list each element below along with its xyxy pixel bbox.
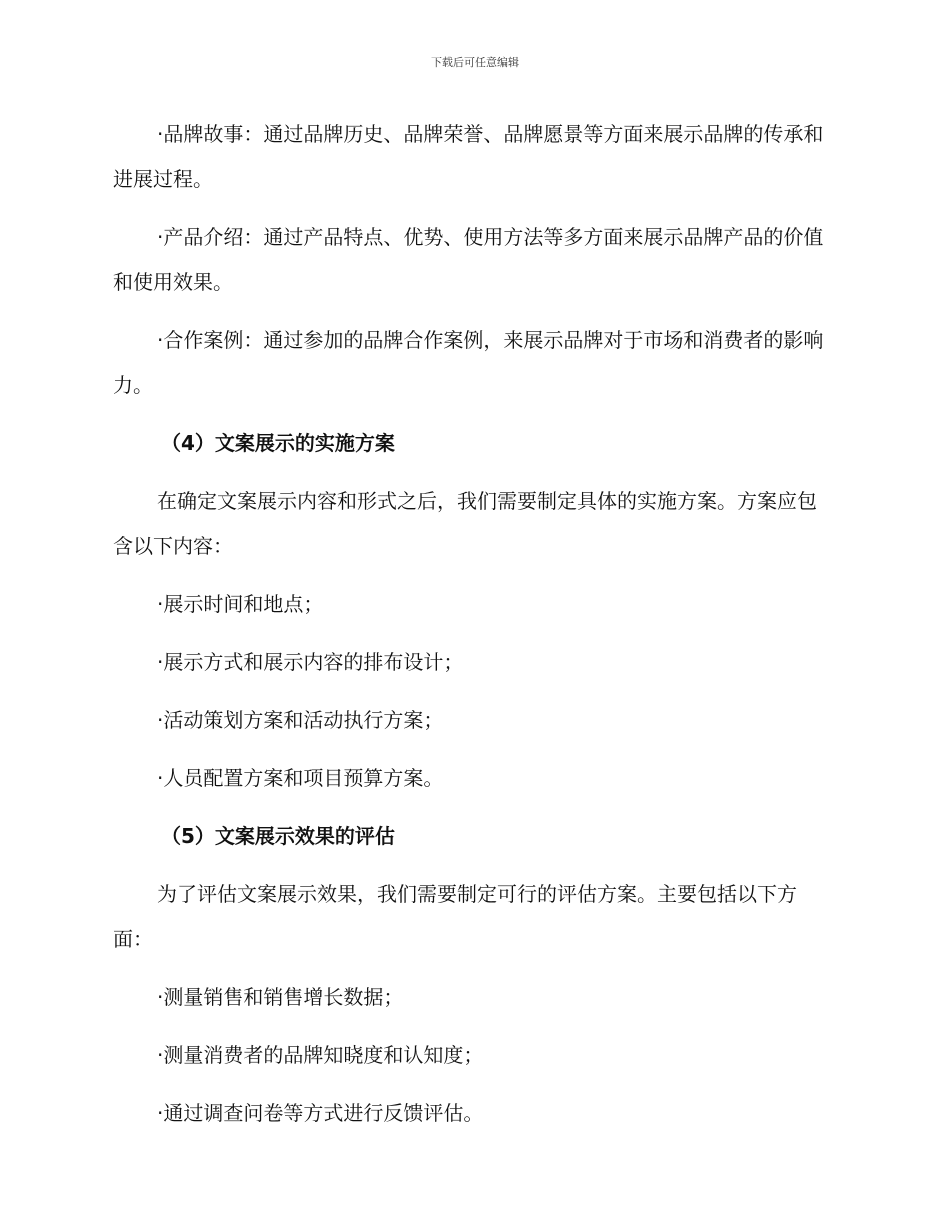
bullet-time-place: ·展示时间和地点； <box>157 592 324 616</box>
bullet-brand-story: ·品牌故事：通过品牌历史、品牌荣誉、品牌愿景等方面来展示品牌的传承和进展过程。 <box>113 122 824 191</box>
bullet-cooperation-cases: ·合作案例：通过参加的品牌合作案例，来展示品牌对于市场和消费者的影响力。 <box>113 328 824 397</box>
paragraph-evaluation: 为了评估文案展示效果，我们需要制定可行的评估方案。主要包括以下方面： <box>113 882 797 951</box>
paragraph-implementation: 在确定文案展示内容和形式之后，我们需要制定具体的实施方案。方案应包含以下内容： <box>113 489 817 558</box>
section-heading-4: （4）文案展示的实施方案 <box>161 431 395 455</box>
bullet-product-intro: ·产品介绍：通过产品特点、优势、使用方法等多方面来展示品牌产品的价值和使用效果。 <box>113 225 824 294</box>
document-body <box>113 112 833 1149</box>
bullet-event-planning: ·活动策划方案和活动执行方案； <box>157 708 444 732</box>
bullet-sales-data: ·测量销售和销售增长数据； <box>157 985 404 1009</box>
bullet-staff-budget: ·人员配置方案和项目预算方案。 <box>157 766 444 790</box>
page-header: 下载后可任意编辑 <box>431 56 519 69</box>
bullet-brand-awareness: ·测量消费者的品牌知晓度和认知度； <box>157 1043 484 1067</box>
bullet-layout-design: ·展示方式和展示内容的排布设计； <box>157 650 464 674</box>
bullet-survey-feedback: ·通过调查问卷等方式进行反馈评估。 <box>157 1101 484 1125</box>
section-heading-5: （5）文案展示效果的评估 <box>161 824 395 848</box>
